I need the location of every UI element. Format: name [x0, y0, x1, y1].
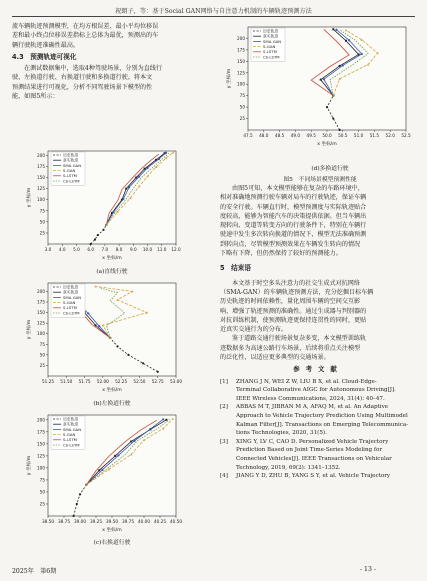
text-line: 现转向、变道等转变方向的行驶条件下，特别在车辆行	[220, 222, 367, 230]
series-point	[116, 345, 118, 347]
reference-line: XING Y, LV C, CAO D. Personalized Vehicle Trajectory	[236, 438, 389, 445]
series-point	[138, 176, 140, 178]
series-point	[323, 78, 325, 80]
x-axis-label: x 坐标/m	[102, 528, 122, 533]
text-line: 流车辆轨迹预测模型，在均方根误差、最小平均位移误	[12, 23, 159, 30]
text-line: 历史轨迹的时间依赖性，量化周围车辆的空间交互影	[220, 298, 361, 306]
series-point	[128, 186, 130, 188]
reference-line: ZHANG J N, WEI Z W, LIU B X, et al. Cloud-Edge-	[236, 378, 377, 385]
y-tick-label: 200	[37, 417, 45, 423]
y-tick-label: 175	[37, 164, 45, 169]
y-tick-label: 75	[39, 341, 45, 347]
text-line: 的泛化性，以适应更多典型的交通场景。	[220, 354, 330, 362]
chart-left-lane-change	[22, 278, 182, 396]
series-point	[348, 39, 350, 41]
x-tick-label: 4.0	[58, 247, 66, 252]
reference-number: [1]	[220, 378, 228, 385]
x-tick-label: 10.0	[142, 247, 153, 252]
reference-item	[220, 472, 416, 481]
legend-label: S-LSTM	[263, 49, 277, 55]
reference-line: IEEE Wireless Communications, 2024, 31(4): 40–47.	[236, 395, 385, 402]
reference-text	[236, 378, 416, 404]
right-column	[220, 184, 416, 481]
legend-label: 真实轨迹	[63, 289, 79, 295]
series-point	[335, 29, 337, 31]
series-point	[94, 238, 96, 240]
text-line: 辆行驶轨迹准确性最高。	[12, 41, 80, 49]
legend-label: S-LSTM	[63, 305, 77, 311]
header-rule	[12, 16, 415, 17]
legend-label: S-GAN	[63, 300, 76, 305]
x-tick-label: 40.00	[138, 519, 150, 524]
series-point	[97, 234, 99, 236]
section-paragraph	[12, 64, 208, 101]
reference-line: ABBAS M T, JIBRAN M A, AFAQ M, et al. An Adaptive	[236, 404, 389, 411]
text-line: 驶、左换道行驶、右换道行驶和多换道行驶。将本文	[12, 74, 153, 82]
y-tick-label: 75	[39, 208, 45, 214]
y-tick-label: 150	[237, 58, 245, 64]
reference-item	[220, 378, 416, 404]
series-point	[149, 428, 151, 430]
chart-multi-lane-change	[222, 22, 412, 150]
x-tick-label: 51.5	[369, 133, 380, 138]
x-tick-label: 12.0	[171, 247, 181, 252]
legend-label: CS-LSTM	[63, 178, 80, 184]
x-tick-label: 49.0	[290, 133, 301, 138]
future-work-paragraph	[220, 334, 416, 362]
x-tick-label: 7.0	[101, 247, 109, 252]
intro-paragraph	[12, 22, 208, 50]
text-line: （SMA-GAN）的车辆轨迹预测方法，充分挖掘目标车辆	[220, 288, 374, 296]
x-axis-label: x 坐标/m	[102, 388, 122, 393]
x-tick-label: 51.0	[353, 133, 364, 138]
series-point	[332, 117, 334, 119]
series-point	[165, 152, 167, 154]
series-point	[130, 440, 132, 442]
x-tick-label: 6.0	[87, 247, 95, 252]
x-tick-label: 38.75	[58, 519, 70, 524]
series-point	[73, 515, 75, 517]
y-tick-label: 125	[37, 186, 45, 192]
chart-legend	[51, 152, 85, 185]
page-number: - 13 -	[360, 566, 376, 573]
text-line: 在测试数据集中，选取4种驾驶场景，分别为直线行	[24, 65, 162, 73]
chart-legend	[51, 284, 85, 317]
x-tick-label: 3.0	[44, 247, 52, 252]
y-tick-label: 75	[239, 93, 245, 99]
y-tick-label: 100	[37, 197, 45, 203]
text-line: 迹数据多为高速公路行车场景，后续将重点关注模型	[220, 344, 361, 352]
conclusion-paragraph	[220, 279, 416, 335]
series-point	[142, 362, 144, 364]
x-tick-label: 40.50	[170, 519, 182, 524]
subcaption-d: (d)多换道行驶	[311, 166, 349, 172]
text-line: 本文基于时空多头注意力的社交生成式对抗网络	[232, 279, 360, 287]
y-tick-label: 175	[37, 299, 45, 305]
x-tick-label: 52.75	[151, 379, 164, 384]
subcaption-a: (a)直线行驶	[96, 269, 128, 275]
series-point	[146, 167, 148, 169]
y-tick-label: 50	[39, 489, 45, 495]
series-point	[135, 177, 137, 179]
x-tick-label: 39.25	[90, 519, 102, 524]
x-tick-label: 51.75	[78, 379, 91, 384]
chart-legend	[51, 416, 85, 449]
series-point	[127, 354, 129, 356]
series-point	[117, 454, 119, 456]
x-tick-label: 53.00	[170, 379, 182, 384]
legend-label: S-GAN	[63, 432, 76, 437]
reference-line: Technology, 2019, 69(2): 1341–1352.	[236, 464, 341, 471]
series-point	[158, 158, 160, 160]
x-tick-label: 49.5	[306, 133, 316, 138]
x-axis-label: x 坐标/m	[102, 256, 122, 261]
reference-line: Terminal Collaborative AIGC for Autonomous Driving[J].	[236, 387, 396, 394]
series-point	[90, 243, 92, 245]
legend-label: SMA-GAN	[63, 426, 82, 432]
reference-item	[220, 403, 416, 437]
y-tick-label: 50	[39, 352, 45, 358]
reference-item	[220, 438, 416, 472]
subcaption-b: (b)左换道行驶	[93, 401, 131, 407]
text-line: 预测结果进行可视化，分析不同驾驶场景下模型的性	[12, 83, 153, 91]
series-point	[114, 455, 116, 457]
reference-line: Approach to Vehicle Trajectory Prediction Using Multimodel	[236, 413, 408, 420]
text-line: 由图5可知，本文模型能够在复杂的车路环境中，	[232, 185, 364, 192]
text-line: 鉴于道路交通行驶场景复杂多变，本文模型训练轨	[232, 335, 367, 343]
text-line: 下略有下降，但仍然保持了较好的预测能力。	[220, 250, 342, 258]
text-line: 相对准确地预测行驶车辆对局车的行驶轨迹，保证车辆	[220, 194, 367, 202]
legend-label: SMA-GAN	[263, 38, 282, 44]
figure-caption: 图5 不同场景模型预测性能	[283, 177, 357, 183]
y-tick-label: 25	[239, 116, 245, 122]
reference-number: [4]	[220, 473, 228, 480]
y-tick-label: 200	[237, 35, 245, 41]
x-tick-label: 5.0	[73, 247, 80, 252]
legend-label: CS-LSTM	[263, 54, 280, 60]
x-tick-label: 52.5	[401, 133, 411, 138]
reference-text	[236, 438, 416, 472]
series-point	[98, 325, 100, 327]
series-point	[144, 168, 146, 170]
legend-label: S-GAN	[263, 44, 276, 49]
y-tick-label: 50	[239, 104, 245, 110]
legend-label: S-LSTM	[63, 173, 77, 179]
x-tick-label: 38.50	[42, 519, 54, 524]
series-point	[79, 493, 81, 495]
x-tick-label: 50.5	[338, 133, 348, 138]
x-tick-label: 39.50	[106, 519, 118, 524]
reference-line: Prediction Based on Joint Time-Series Modeling for	[236, 447, 383, 454]
y-axis-label: y 坐标/m	[27, 319, 32, 340]
x-tick-label: 52.0	[385, 133, 395, 138]
analysis-paragraph	[220, 184, 416, 258]
series-point	[339, 65, 341, 67]
y-tick-label: 50	[39, 219, 45, 225]
legend-label: CS-LSTM	[63, 442, 80, 448]
y-tick-label: 150	[37, 175, 45, 181]
y-tick-label: 125	[37, 453, 45, 459]
y-tick-label: 125	[37, 320, 45, 326]
x-tick-label: 48.5	[274, 133, 285, 138]
x-tick-label: 9.0	[129, 247, 137, 252]
text-line: 度较高，能够为智能汽车的决策提供依据。但当车辆出	[220, 212, 367, 220]
reference-text	[236, 472, 416, 481]
text-line: 驶速中发生多次转向换道的情况下，模型无法准确预测	[220, 231, 367, 239]
series-point	[125, 188, 127, 190]
series-point	[361, 53, 363, 55]
text-line: 到转向点，尽管模型预测效果在车辆发生转向的情况	[220, 240, 361, 248]
series-point	[133, 440, 135, 442]
x-tick-label: 52.50	[133, 379, 146, 384]
series-point	[122, 198, 124, 200]
chart-legend	[251, 28, 285, 61]
series-point	[345, 40, 347, 42]
y-axis-label: y 坐标/m	[27, 455, 32, 476]
chart-straight-driving	[22, 146, 182, 264]
series-point	[326, 106, 328, 108]
series-point	[98, 469, 100, 471]
references-heading: 参考文献	[293, 365, 343, 374]
section-heading-4-3: 4.3 预测轨迹可视化	[12, 52, 77, 61]
x-tick-label: 47.5	[243, 133, 253, 138]
issue-label: 2025年 第6期	[12, 568, 57, 575]
y-tick-label: 200	[37, 288, 45, 294]
reference-line: Connected Vehicles[J]. IEEE Transactions on Vehicular	[236, 455, 392, 462]
x-tick-label: 11.0	[157, 247, 167, 252]
series-point	[101, 469, 103, 471]
legend-label: S-GAN	[63, 168, 76, 173]
y-tick-label: 75	[39, 477, 45, 483]
x-tick-label: 40.25	[154, 519, 166, 524]
legend-label: 历史轨迹	[63, 416, 79, 422]
reference-line: JIANG Y D, ZHU B, YANG S Y, et al. Vehicle Trajectory	[236, 473, 391, 480]
text-line: 能，如图5所示：	[12, 93, 59, 101]
y-tick-label: 125	[237, 70, 245, 76]
series-point	[95, 324, 97, 326]
legend-label: 真实轨迹	[263, 33, 279, 39]
x-tick-label: 52.00	[96, 379, 109, 384]
y-tick-label: 25	[39, 230, 45, 236]
reference-number: [3]	[220, 438, 228, 445]
legend-label: 历史轨迹	[63, 284, 79, 290]
x-tick-label: 39.75	[122, 519, 134, 524]
y-tick-label: 100	[37, 465, 45, 471]
legend-label: S-LSTM	[63, 437, 77, 443]
y-tick-label: 175	[237, 47, 245, 53]
text-line: 的安全行驶。车辆直行时，模型预测度与实际轨迹贴合	[220, 203, 367, 211]
legend-label: SMA-GAN	[63, 294, 82, 300]
series-point	[339, 129, 341, 131]
legend-label: SMA-GAN	[63, 162, 82, 168]
reference-text	[236, 403, 416, 437]
x-tick-label: 51.25	[42, 379, 54, 384]
reference-number: [2]	[220, 404, 228, 411]
y-axis-label: y 坐标/m	[27, 187, 32, 208]
y-tick-label: 150	[37, 441, 45, 447]
reference-line: Kalman Filter[J]. Transactions on Emerging Telecommunica-	[236, 421, 409, 428]
y-tick-label: 200	[37, 152, 45, 158]
x-tick-label: 50.0	[322, 133, 332, 138]
x-axis-label: x 坐标/m	[317, 142, 337, 147]
series-point	[76, 503, 78, 505]
text-line: 差和最小终点位移误差指标上总体为最优，预测出的车	[12, 32, 159, 40]
chart-right-lane-change	[22, 410, 182, 536]
series-point	[87, 312, 89, 314]
legend-label: 真实轨迹	[63, 421, 79, 427]
x-tick-label: 51.50	[60, 379, 73, 384]
text-line: 响，增强了轨迹预测的准确性。通过生成器与判别器的	[220, 307, 367, 315]
y-tick-label: 25	[39, 501, 45, 507]
text-line: 近真实交通行为的分布。	[220, 326, 288, 334]
left-column	[12, 22, 208, 101]
legend-label: 真实轨迹	[63, 157, 79, 163]
series-point	[157, 371, 159, 373]
y-axis-label: y 坐标/m	[227, 68, 232, 89]
y-tick-label: 150	[37, 310, 45, 316]
y-tick-label: 175	[37, 429, 45, 435]
y-tick-label: 100	[37, 331, 45, 337]
y-tick-label: 25	[39, 362, 45, 368]
series-point	[102, 229, 104, 231]
x-tick-label: 8.0	[115, 247, 123, 252]
reference-list	[220, 378, 416, 481]
x-tick-label: 39.00	[74, 519, 86, 524]
running-header: 祝朗子，等：基于Social GAN网络与自注意力机制的车辆轨迹预测方法	[115, 8, 312, 15]
series-point	[332, 28, 334, 30]
series-point	[342, 64, 344, 66]
series-point	[162, 418, 164, 420]
reference-line: tions Technologies, 2020, 31(5).	[236, 430, 327, 437]
series-point	[320, 79, 322, 81]
legend-label: CS-LSTM	[63, 310, 80, 316]
x-tick-label: 48.0	[259, 133, 269, 138]
subcaption-c: (c)右换道行驶	[93, 540, 131, 546]
legend-label: 历史轨迹	[63, 152, 79, 158]
section-heading-5: 5 结束语	[220, 264, 251, 273]
text-line: 对抗训练机制，使预测轨迹更保持连贯性的同时，更贴	[220, 316, 367, 324]
series-point	[165, 419, 167, 421]
y-tick-label: 100	[237, 81, 245, 87]
x-tick-label: 52.25	[115, 379, 128, 384]
legend-label: 历史轨迹	[263, 28, 279, 34]
